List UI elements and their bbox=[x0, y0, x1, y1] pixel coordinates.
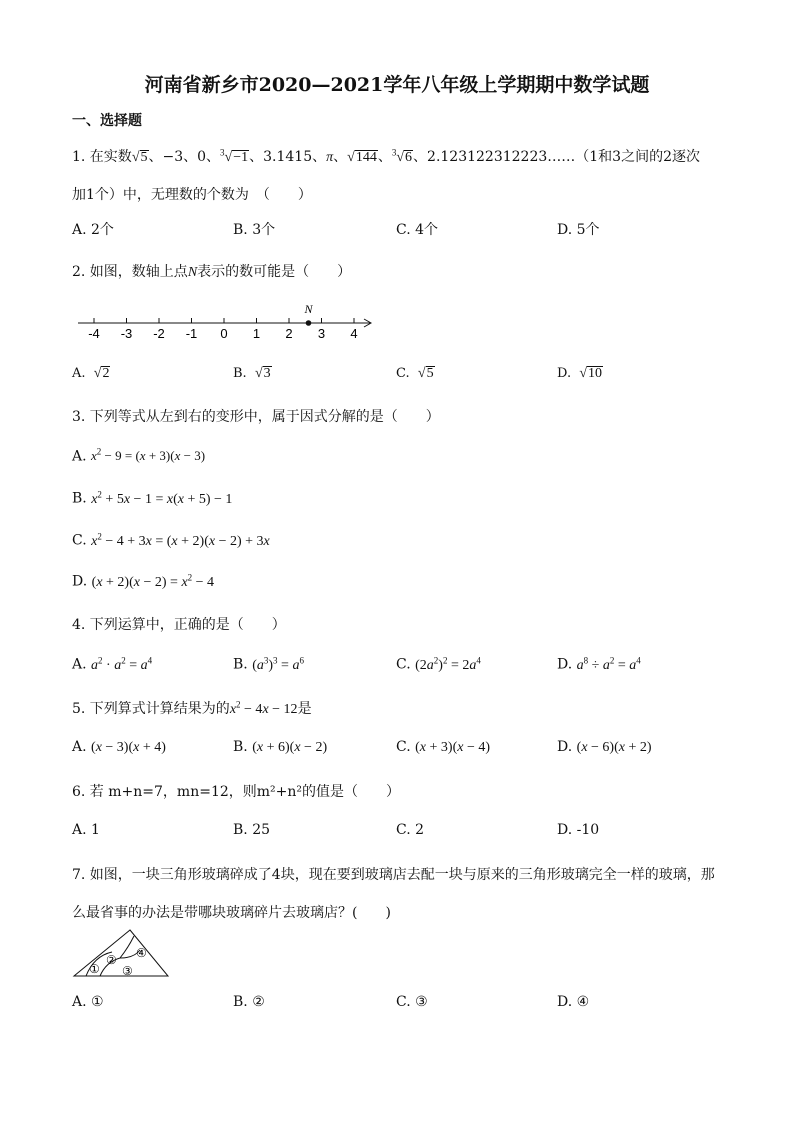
q6-option-c[interactable]: C. 2 bbox=[396, 822, 425, 838]
q7-option-d[interactable]: D. ④ bbox=[557, 994, 590, 1010]
q5-stem-a: 5. 下列算式计算结果为的 bbox=[72, 701, 230, 717]
sqrt-2: √2 bbox=[93, 366, 110, 381]
question-7-line-2: 么最省事的办法是带哪块玻璃碎片去玻璃店？( ) bbox=[72, 905, 391, 921]
q5-option-c[interactable] bbox=[396, 739, 490, 756]
tick-label: -2 bbox=[153, 326, 165, 341]
q3-option-c-formula: $x^2 - 4 + 3x = (x + 2)(x - 2) + 3x$ bbox=[91, 531, 270, 549]
q3-option-a-formula: $x^2 - 9 = (x + 3)(x - 3)$ bbox=[91, 447, 206, 464]
q2-point-n: N bbox=[187, 265, 198, 280]
piece-4-label: ④ bbox=[136, 946, 147, 960]
pi-symbol: π bbox=[326, 150, 334, 165]
q5-option-b-formula: (x + 6)(x − 2) bbox=[252, 740, 328, 755]
question-1-line-1 bbox=[72, 146, 700, 166]
q3-option-b-letter: B. bbox=[72, 490, 87, 507]
q7-option-b[interactable]: B. ② bbox=[233, 994, 265, 1010]
q2-stem-a: 2. 如图，数轴上点 bbox=[72, 264, 188, 280]
q5-option-b[interactable] bbox=[233, 739, 327, 756]
q1-option-b[interactable]: B. 3个 bbox=[233, 222, 276, 238]
q7-option-c[interactable]: C. ③ bbox=[396, 994, 428, 1010]
question-4-stem: 4. 下列运算中，正确的是（ ） bbox=[72, 617, 286, 633]
question-6-stem: 6. 若 m+n=7，mn=12，则m²+n²的值是（ ） bbox=[72, 784, 401, 800]
q2-option-c[interactable] bbox=[396, 366, 435, 382]
q2-option-c-letter: C. bbox=[396, 366, 410, 381]
question-7-line-1: 7. 如图，一块三角形玻璃碎成了4块，现在要到玻璃店去配一块与原来的三角形玻璃完全一样的玻璃，那 bbox=[72, 867, 715, 883]
q2-stem-b: 表示的数可能是（ ） bbox=[197, 264, 352, 280]
q3-option-d-formula: $(x + 2)(x - 2) = x^2 - 4$ bbox=[91, 572, 215, 590]
q1-option-a[interactable]: A. 2个 bbox=[72, 222, 114, 238]
q5-option-a[interactable] bbox=[72, 739, 166, 756]
q1-seq4: 、 bbox=[377, 149, 392, 165]
q5-stem-b: 是 bbox=[297, 701, 312, 717]
sqrt-3: √3 bbox=[254, 366, 271, 381]
q4-option-d-letter: D. bbox=[557, 656, 573, 673]
q5-option-c-formula: (x + 3)(x − 4) bbox=[415, 740, 491, 755]
question-3-stem: 3. 下列等式从左到右的变形中，属于因式分解的是（ ） bbox=[72, 409, 440, 425]
q4-option-c-formula: $(2a^2)^2 = 2a^4$ bbox=[415, 655, 481, 673]
q1-prefix: 1. 在实数 bbox=[72, 149, 132, 165]
tick-label: 4 bbox=[350, 326, 358, 341]
tick-label: 0 bbox=[220, 326, 228, 341]
tick-label: -1 bbox=[185, 326, 198, 341]
q2-option-b-letter: B. bbox=[233, 366, 247, 381]
q5-expression: $x^2 - 4x - 12$ bbox=[229, 699, 298, 717]
q4-option-a-formula: $a^2 \cdot a^2 = a^4$ bbox=[91, 655, 153, 673]
tick-label: 2 bbox=[285, 326, 293, 341]
question-5-stem bbox=[72, 698, 312, 718]
number-line bbox=[70, 296, 380, 346]
tick-label: -4 bbox=[88, 326, 100, 341]
q2-option-a[interactable] bbox=[72, 366, 110, 382]
q4-option-c-letter: C. bbox=[396, 656, 411, 673]
piece-3-label: ③ bbox=[122, 964, 133, 978]
q4-option-b-formula: $(a^3)^3 = a^6$ bbox=[252, 655, 304, 673]
q5-option-d[interactable] bbox=[557, 739, 652, 756]
q3-option-c-letter: C. bbox=[72, 532, 87, 549]
question-1-line-2: 加1个）中，无理数的个数为 （ ） bbox=[72, 187, 312, 203]
q3-option-a-letter: A. bbox=[72, 448, 87, 465]
q1-seq3: 、 bbox=[333, 149, 348, 165]
q5-option-a-letter: A. bbox=[72, 739, 87, 755]
piece-1-label: ① bbox=[89, 962, 100, 976]
q2-option-b[interactable] bbox=[233, 366, 272, 382]
q1-seq1: 、−3、0、 bbox=[148, 149, 221, 165]
q4-option-b-letter: B. bbox=[233, 656, 248, 673]
number-line-label-n: N bbox=[304, 302, 313, 316]
q7-option-a[interactable]: A. ① bbox=[72, 994, 104, 1010]
q6-option-d[interactable]: D. -10 bbox=[557, 822, 600, 838]
q2-option-d-letter: D. bbox=[557, 366, 572, 381]
section-heading: 一、选择题 bbox=[72, 113, 142, 129]
number-line-point-n bbox=[306, 320, 312, 326]
tick-label: -3 bbox=[120, 326, 133, 341]
q3-option-b[interactable] bbox=[72, 489, 232, 508]
q1-option-d[interactable]: D. 5个 bbox=[557, 222, 600, 238]
q5-option-a-formula: (x − 3)(x + 4) bbox=[91, 740, 166, 755]
sqrt-144: √144 bbox=[347, 150, 377, 165]
sqrt-5: √5 bbox=[131, 150, 148, 165]
q3-option-b-formula: $x^2 + 5x - 1 = x(x + 5) - 1$ bbox=[91, 489, 233, 507]
q4-option-a-letter: A. bbox=[72, 656, 87, 673]
q3-option-d-letter: D. bbox=[72, 573, 88, 590]
q2-option-d[interactable] bbox=[557, 366, 603, 382]
q5-option-d-letter: D. bbox=[557, 739, 573, 755]
q3-option-a[interactable] bbox=[72, 447, 205, 464]
q5-option-c-letter: C. bbox=[396, 739, 411, 755]
broken-glass-triangle bbox=[72, 928, 172, 980]
q4-option-d[interactable] bbox=[557, 655, 641, 674]
q6-option-a[interactable]: A. 1 bbox=[72, 822, 100, 838]
page-title: 河南省新乡市2020—2021学年八年级上学期期中数学试题 bbox=[144, 74, 650, 96]
cbrt-neg1: $^3$√−1 bbox=[220, 147, 249, 165]
q4-option-a[interactable] bbox=[72, 655, 152, 674]
q5-option-b-letter: B. bbox=[233, 739, 248, 755]
piece-2-label: ② bbox=[106, 953, 117, 967]
tick-label: 3 bbox=[317, 326, 326, 341]
q4-option-d-formula: $a^8 \div a^2 = a^4$ bbox=[576, 655, 641, 673]
cbrt-6: $^3$√6 bbox=[391, 147, 413, 165]
sqrt-5-option: √5 bbox=[417, 366, 434, 381]
sqrt-10: √10 bbox=[579, 366, 603, 381]
number-line-ticks bbox=[88, 318, 357, 341]
q1-option-c[interactable]: C. 4个 bbox=[396, 222, 439, 238]
question-2-stem bbox=[72, 261, 351, 281]
q4-option-c[interactable] bbox=[396, 655, 481, 674]
q3-option-d[interactable] bbox=[72, 572, 214, 591]
tick-label: 1 bbox=[252, 326, 261, 341]
q1-seq5: 、2.123122312223……（1和3之间的2逐次 bbox=[413, 149, 700, 165]
q2-option-a-letter: A. bbox=[72, 366, 86, 381]
q5-option-d-formula: (x − 6)(x + 2) bbox=[576, 740, 652, 755]
q6-option-b[interactable]: B. 25 bbox=[233, 822, 271, 838]
q4-option-b[interactable] bbox=[233, 655, 304, 674]
q1-seq2: 、3.1415、 bbox=[249, 149, 327, 165]
q3-option-c[interactable] bbox=[72, 531, 270, 550]
